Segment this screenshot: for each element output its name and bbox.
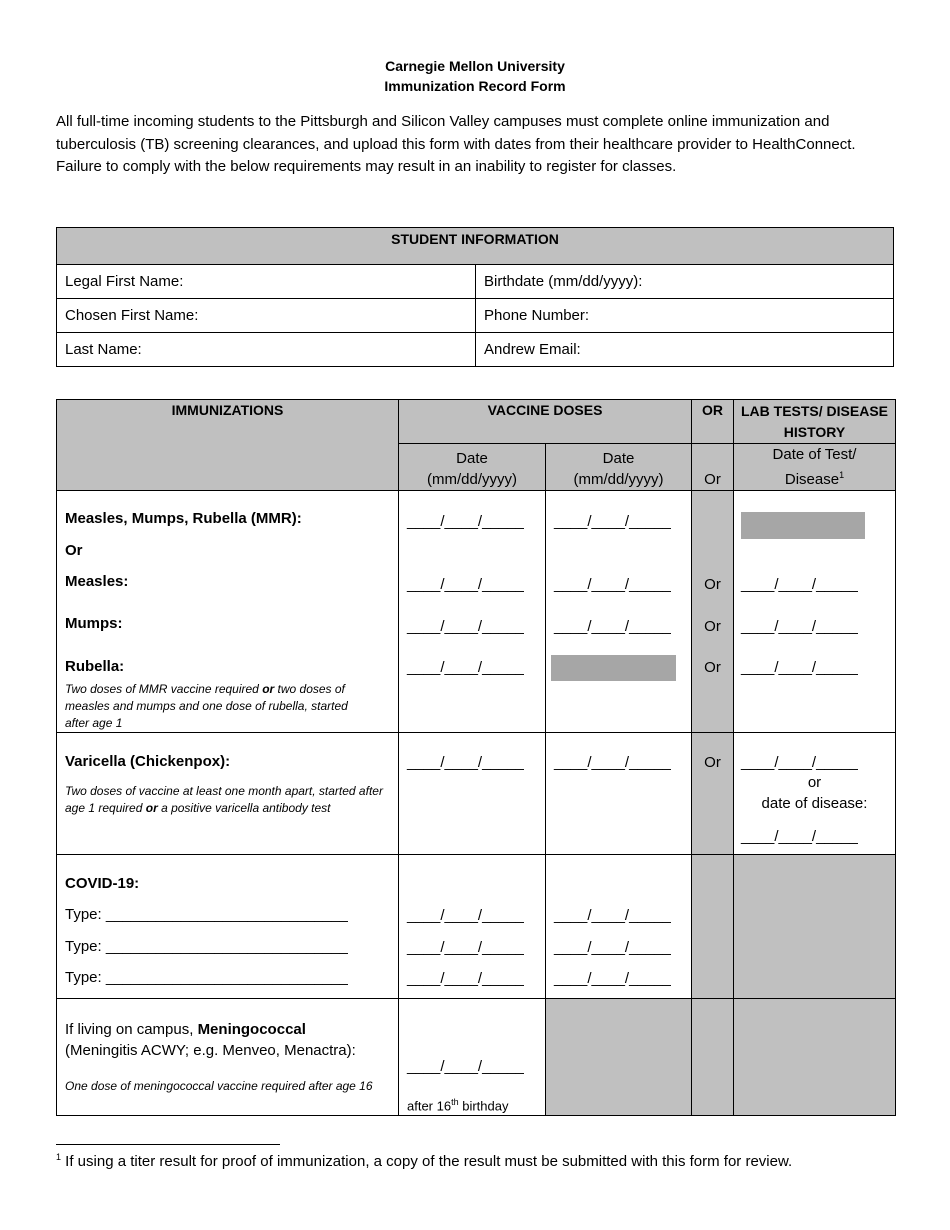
mmr-label-cell (57, 491, 399, 733)
varicella-lab-date[interactable]: ____/____/_____ (741, 754, 858, 771)
covid-2-dose2-date[interactable]: ____/____/_____ (554, 939, 671, 956)
dose1-date-label: Date (456, 450, 488, 467)
meningococcal-note: One dose of meningococcal vaccine required after age 16 (65, 1079, 373, 1093)
or-subheader: Or (692, 444, 734, 491)
meningococcal-label-cell (57, 999, 399, 1116)
covid-type-2[interactable]: Type: _____________________________ (65, 938, 348, 955)
mmr-note: Two doses of MMR vaccine required or two doses of measles and mumps and one dose of rubella, started after age 1 (65, 682, 348, 730)
or-header: OR (692, 400, 734, 444)
footnote-marker: 1 (839, 470, 845, 480)
dose2-date-format: (mm/dd/yyyy) (573, 471, 664, 488)
covid-dose2-cell (546, 855, 692, 999)
birthdate-field[interactable]: Birthdate (mm/dd/yyyy): (476, 265, 894, 299)
rubella-or: Or (704, 659, 721, 676)
mumps-lab-date[interactable]: ____/____/_____ (741, 618, 858, 635)
footnote-number: 1 (56, 1152, 62, 1162)
student-info-heading: STUDENT INFORMATION (57, 228, 894, 265)
mmr-lab-cell (734, 491, 896, 733)
andrew-email-field[interactable]: Andrew Email: (476, 333, 894, 367)
covid-1-dose1-date[interactable]: ____/____/_____ (407, 907, 524, 924)
varicella-dose2-date[interactable]: ____/____/_____ (554, 754, 671, 771)
vaccine-doses-header: VACCINE DOSES (399, 400, 692, 444)
meningococcal-label: If living on campus, Meningococcal (Meningitis ACWY; e.g. Menveo, Menactra): (65, 1021, 356, 1059)
meningococcal-dose2-cell (546, 999, 692, 1116)
form-title: Immunization Record Form (384, 78, 566, 94)
varicella-label-cell (57, 733, 399, 855)
dose1-date-format: (mm/dd/yyyy) (427, 471, 517, 488)
covid-label-cell (57, 855, 399, 999)
date-of-disease-label: date of disease: (761, 795, 868, 812)
last-name-field[interactable]: Last Name: (57, 333, 476, 367)
mmr-or-cell (692, 491, 734, 733)
measles-dose2-date[interactable]: ____/____/_____ (554, 576, 671, 593)
date-of-test-header (734, 444, 896, 491)
measles-or: Or (704, 576, 721, 593)
varicella-dose2-cell (546, 733, 692, 855)
immunizations-table (56, 399, 896, 1116)
varicella-row (57, 733, 896, 855)
dose2-date-label: Date (602, 450, 635, 467)
covid-label: COVID-19: (65, 875, 140, 892)
covid-dose1-cell (399, 855, 546, 999)
chosen-first-name-field[interactable]: Chosen First Name: (57, 299, 476, 333)
mmr-dose1-cell (399, 491, 546, 733)
lab-tests-header: LAB TESTS/ DISEASE HISTORY (734, 400, 896, 444)
varicella-or-cell (692, 733, 734, 855)
meningococcal-dose-cell (399, 999, 546, 1116)
meningococcal-or-cell (692, 999, 734, 1116)
intro-paragraph: All full-time incoming students to the Pittsburgh and Silicon Valley campuses must complete online immunization and tuberculosis (TB) screening clearances, and upload this form with dates from their healthcare provider to HealthConnect. Failure to comply with the below requirements may result in an inability to register for classes. (56, 113, 856, 175)
meningococcal-bold: Meningococcal (197, 1021, 306, 1038)
meningococcal-dose-date[interactable]: ____/____/_____ (407, 1058, 524, 1075)
phone-number-field[interactable]: Phone Number: (476, 299, 894, 333)
varicella-note: Two doses of vaccine at least one month apart, started after age 1 required or a positive varicella antibody test (65, 784, 383, 815)
immunizations-header: IMMUNIZATIONS (57, 400, 399, 491)
meningococcal-lab-cell (734, 999, 896, 1116)
varicella-disease-date[interactable]: ____/____/_____ (741, 828, 858, 845)
meningococcal-row (57, 999, 896, 1116)
covid-3-dose2-date[interactable]: ____/____/_____ (554, 970, 671, 987)
varicella-label: Varicella (Chickenpox): (65, 753, 231, 770)
legal-first-name-field[interactable]: Legal First Name: (57, 265, 476, 299)
mmr-label: Measles, Mumps, Rubella (MMR): (65, 510, 302, 527)
footnote (56, 1152, 792, 1170)
varicella-or-word: or (807, 774, 822, 791)
date-of-test-label: Date of Test/ (772, 446, 857, 463)
footnote-text: If using a titer result for proof of immunization, a copy of the result must be submitted with this form for review. (61, 1153, 793, 1170)
measles-dose1-date[interactable]: ____/____/_____ (407, 576, 524, 593)
mmr-dose1-date[interactable]: ____/____/_____ (407, 513, 524, 530)
covid-3-dose1-date[interactable]: ____/____/_____ (407, 970, 524, 987)
footnote-divider (56, 1144, 280, 1145)
mumps-dose2-date[interactable]: ____/____/_____ (554, 618, 671, 635)
mumps-or: Or (704, 618, 721, 635)
rubella-lab-date[interactable]: ____/____/_____ (741, 659, 858, 676)
rubella-label: Rubella: (65, 658, 125, 675)
rubella-dose1-date[interactable]: ____/____/_____ (407, 659, 524, 676)
covid-type-1[interactable]: Type: _____________________________ (65, 906, 348, 923)
mmr-or-label: Or (65, 542, 83, 559)
covid-lab-cell (734, 855, 896, 999)
mmr-row (57, 491, 896, 733)
rubella-dose2-shaded (551, 655, 676, 681)
covid-row (57, 855, 896, 999)
covid-type-3[interactable]: Type: _____________________________ (65, 969, 348, 986)
mumps-label: Mumps: (65, 615, 123, 632)
dose1-date-header (399, 444, 546, 491)
covid-or-cell (692, 855, 734, 999)
covid-2-dose1-date[interactable]: ____/____/_____ (407, 939, 524, 956)
varicella-dose1-cell (399, 733, 546, 855)
varicella-or: Or (704, 754, 721, 771)
varicella-lab-cell (734, 733, 896, 855)
university-name: Carnegie Mellon University (385, 58, 565, 74)
after-16th-birthday: after 16th birthday (407, 1097, 509, 1114)
mmr-dose2-date[interactable]: ____/____/_____ (554, 513, 671, 530)
mmr-lab-shaded (741, 512, 865, 539)
mmr-dose2-cell (546, 491, 692, 733)
covid-1-dose2-date[interactable]: ____/____/_____ (554, 907, 671, 924)
measles-lab-date[interactable]: ____/____/_____ (741, 576, 858, 593)
varicella-dose1-date[interactable]: ____/____/_____ (407, 754, 524, 771)
student-information-table (56, 227, 894, 367)
dose2-date-header (546, 444, 692, 491)
mumps-dose1-date[interactable]: ____/____/_____ (407, 618, 524, 635)
measles-label: Measles: (65, 573, 129, 590)
disease-label: Disease (784, 471, 840, 488)
